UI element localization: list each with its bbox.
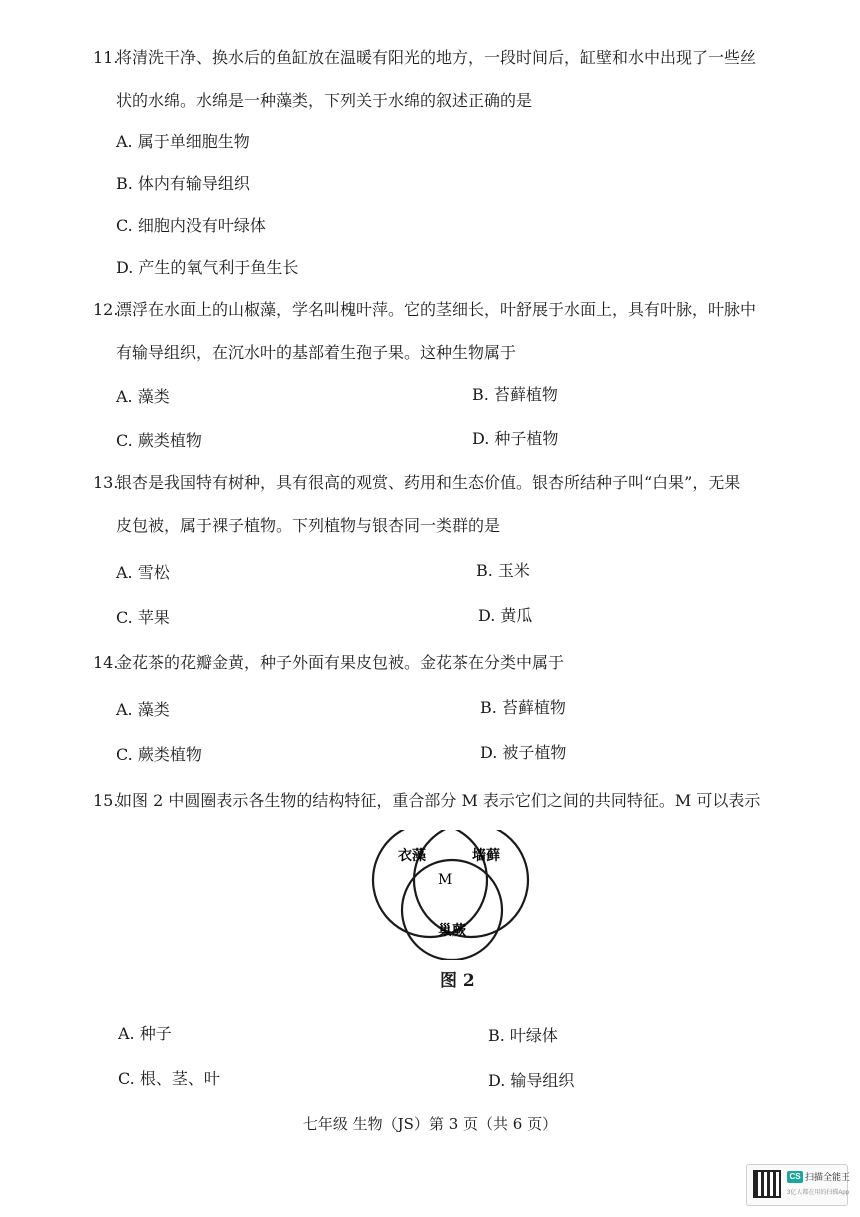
option-b: B. 苔藓植物 [480,698,566,717]
option-d: D. 产生的氧气利于鱼生长 [116,258,299,277]
option-c: C. 蕨类植物 [116,431,202,450]
question-text-line: 状的水绵。水绵是一种藻类，下列关于水绵的叙述正确的是 [116,91,533,110]
venn-center-label: M [438,872,453,888]
option-c: C. 蕨类植物 [116,745,202,764]
question-text-line: 有输导组织，在沉水叶的基部着生孢子果。这种生物属于 [116,343,517,362]
option-b: B. 叶绿体 [488,1026,558,1045]
question-text-line: 如图 2 中圆圈表示各生物的结构特征，重合部分 M 表示它们之间的共同特征。M 可以表示 [116,791,761,810]
question-text-line: 漂浮在水面上的山椒藻，学名叫槐叶萍。它的茎细长，叶舒展于水面上，具有叶脉，叶脉中 [116,300,757,319]
option-d: D. 黄瓜 [478,606,533,625]
option-c: C. 细胞内没有叶绿体 [116,216,266,235]
option-d: D. 输导组织 [488,1071,575,1090]
question-text-line: 将清洗干净、换水后的鱼缸放在温暖有阳光的地方，一段时间后，缸壁和水中出现了一些丝 [116,48,757,67]
venn-label-1: 衣藻 [398,848,426,864]
venn-label-3: 巢蕨 [438,923,466,939]
option-d: D. 种子植物 [472,429,559,448]
venn-diagram [360,830,530,960]
scanner-badge [746,1164,851,1206]
question-text-line: 金花茶的花瓣金黄，种子外面有果皮包被。金花茶在分类中属于 [116,653,565,672]
option-b: B. 玉米 [476,561,530,580]
question-number: 13. [93,473,119,492]
option-a: A. 藻类 [116,387,170,406]
question-number: 15. [93,791,119,810]
question-text-line: 皮包被，属于裸子植物。下列植物与银杏同一类群的是 [116,516,501,535]
venn-label-2: 墙藓 [472,848,500,864]
question-number: 12. [93,300,119,319]
question-text-line: 银杏是我国特有树种，具有很高的观赏、药用和生态价值。银杏所结种子叫“白果”，无果 [116,473,741,492]
option-a: A. 属于单细胞生物 [116,132,250,151]
option-c: C. 苹果 [116,608,170,627]
figure-caption: 图 2 [440,971,475,991]
option-b: B. 体内有输导组织 [116,174,250,193]
cs-logo-icon: CS [787,1171,803,1183]
question-number: 11. [93,48,119,67]
option-a: A. 雪松 [116,563,170,582]
question-number: 14. [93,653,119,672]
scanner-app-subtitle: 3亿人都在用的扫描App [787,1190,850,1196]
option-d: D. 被子植物 [480,743,567,762]
qr-code-icon [753,1170,781,1198]
page-footer: 七年级 生物（JS）第 3 页（共 6 页） [302,1115,558,1133]
option-a: A. 藻类 [116,700,170,719]
option-a: A. 种子 [118,1024,172,1043]
option-b: B. 苔藓植物 [472,385,558,404]
scanner-app-name: 扫描全能王 [805,1172,851,1182]
option-c: C. 根、茎、叶 [118,1069,220,1088]
